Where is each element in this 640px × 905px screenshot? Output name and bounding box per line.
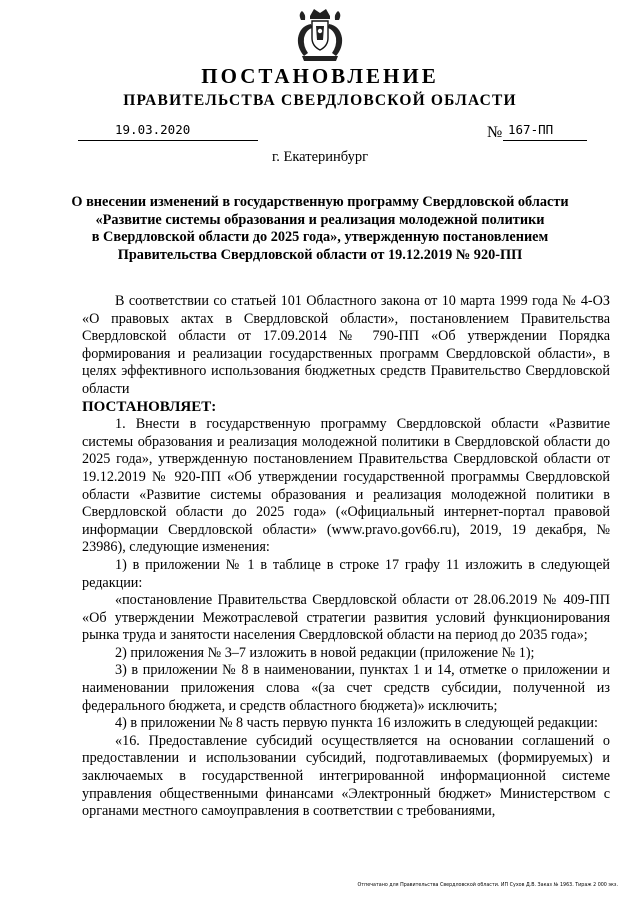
document-date: 19.03.2020	[115, 122, 191, 137]
print-footer: Отпечатано для Правительства Свердловской области. ИП Сухов Д.В. Заказ № 1963. Тираж 2 000 экз.	[357, 883, 618, 888]
issuer-title: ПРАВИТЕЛЬСТВА СВЕРДЛОВСКОЙ ОБЛАСТИ	[123, 92, 517, 109]
number-underline	[503, 140, 587, 141]
coat-of-arms-icon	[292, 6, 348, 64]
document-type-title: ПОСТАНОВЛЕНИЕ	[201, 64, 439, 88]
paragraph-6: 4) в приложении № 8 часть первую пункта 16 изложить в следующей редакции:	[115, 715, 598, 732]
paragraph-3: «постановление Правительства Свердловской области от 28.06.2019 № 409-ПП «Об утверждении Межотраслевой стратегии развития условий функционирования рынка труда и занятости населения Свердловской области на период до 2035 года»;	[82, 592, 610, 644]
number-sign: №	[487, 124, 503, 141]
city-line: г. Екатеринбург	[271, 149, 369, 165]
decree-word: ПОСТАНОВЛЯЕТ:	[82, 398, 217, 415]
heading-line: О внесении изменений в государственную программу Свердловской области	[71, 194, 569, 210]
heading-line: Правительства Свердловской области от 19.12.2019 № 920-ПП	[117, 246, 523, 263]
paragraph-2: 1) в приложении № 1 в таблице в строке 17 графу 11 изложить в следующей редакции:	[82, 556, 610, 591]
paragraph-5: 3) в приложении № 8 в наименовании, пунктах 1 и 14, отметке о приложении и наименовании приложения слова «(за счет средств субсидии, полученной из федерального бюджета, и средств областного бюджета)» исключить;	[82, 662, 610, 714]
paragraph-4: 2) приложения № 3–7 изложить в новой редакции (приложение № 1);	[115, 644, 535, 661]
date-underline	[78, 140, 258, 141]
paragraph-1: 1. Внести в государственную программу Свердловской области «Развитие системы образования и реализация молодежной политики в Свердловской области до 2025 года», утвержденную постановлением Правительства Свердловской области от 19.12.2019 № 920-ПП «Об утверждении государственной программы Свердловской области «Развитие системы образования и реализация молодежной политики в Свердловской области до 2025 года» («Официальный интернет-портал правовой информации Свердловской области» (www.pravo.gov66.ru), 2019, 19 декабря, № 23986), следующие изменения:	[82, 416, 610, 556]
document-body	[82, 293, 610, 821]
paragraph-7: «16. Предоставление субсидий осуществляется на основании соглашений о предоставлении и использовании субсидий, подготавливаемых (формируемых) и заключаемых в государственной интегрированной информационной системе управления общественными финансами «Электронный бюджет» Министерством с органами местного самоуправления в соответствии с требованиями,	[82, 732, 610, 820]
intro-paragraph: В соответствии со статьей 101 Областного закона от 10 марта 1999 года № 4-ОЗ «О правовых актах в Свердловской области», постановлением Правительства Свердловской области от 17.09.2014 № 790-ПП «Об утверждении Порядка формирования и реализации государственных программ Свердловской области», в целях эффективного использования бюджетных средств Правительство Свердловской области	[82, 293, 610, 397]
document-heading	[60, 194, 580, 264]
heading-line: в Свердловской области до 2025 года», утвержденную постановлением	[91, 229, 549, 245]
heading-line: «Развитие системы образования и реализация молодежной политики	[95, 211, 545, 228]
document-number: 167-ПП	[508, 122, 554, 137]
